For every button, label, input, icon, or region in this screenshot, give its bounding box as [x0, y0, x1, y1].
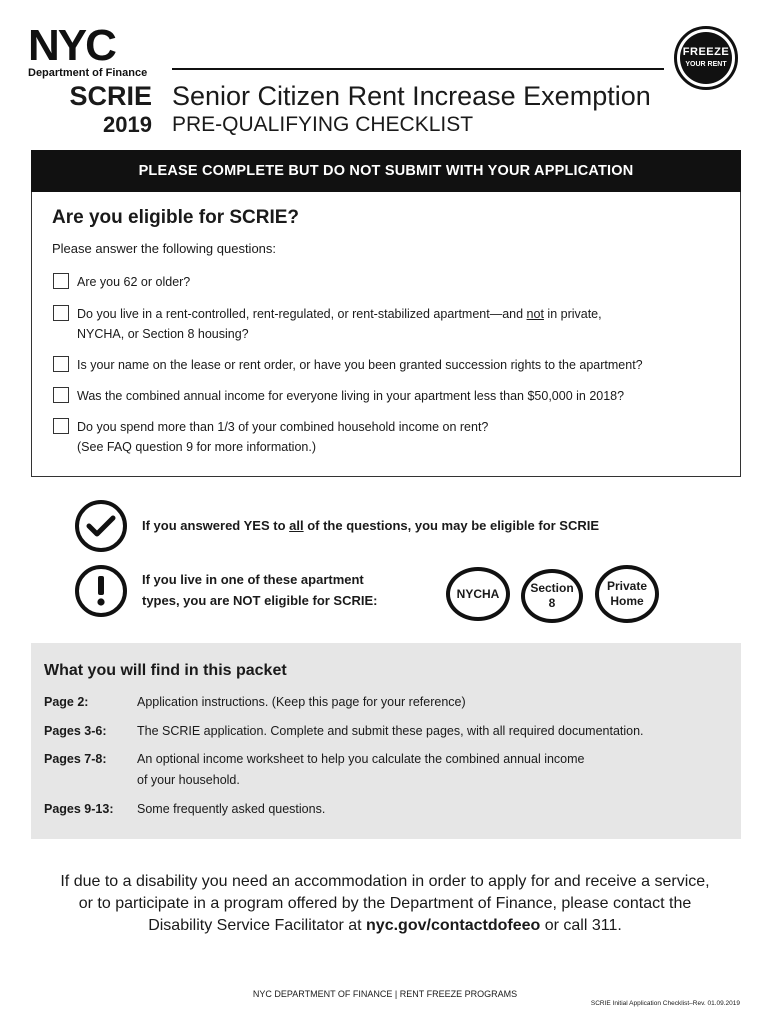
question-apartment-not: not: [526, 307, 544, 321]
eligible-message-post: of the questions, you may be eligible for SCRIE: [303, 518, 600, 533]
checkbox-lease[interactable]: [53, 356, 69, 372]
packet-row-text: An optional income worksheet to help you calculate the combined annual income: [137, 752, 585, 766]
packet-row-text: The SCRIE application. Complete and submit these pages, with all required documentation.: [137, 724, 644, 738]
checkbox-age[interactable]: [53, 273, 69, 289]
question-income: Was the combined annual income for everyone living in your apartment less than $50,000 in 2018?: [77, 389, 625, 403]
not-eligible-line2: types, you are NOT eligible for SCRIE:: [142, 593, 378, 608]
logo-department: Department of Finance: [28, 67, 148, 79]
page-title: Senior Citizen Rent Increase Exemption: [172, 81, 651, 111]
accessibility-notice: [20, 871, 750, 937]
packet-row-label: Pages 3-6:: [44, 724, 107, 738]
program-acronym: SCRIE: [69, 81, 152, 111]
header-divider: [172, 68, 664, 70]
checkbox-apartment-type[interactable]: [53, 305, 69, 321]
packet-row-text: Some frequently asked questions.: [137, 802, 326, 816]
packet-row-label: Pages 7-8:: [44, 752, 107, 766]
eligible-message: [142, 515, 599, 536]
packet-heading: What you will find in this packet: [44, 662, 287, 679]
page-subtitle: PRE-QUALIFYING CHECKLIST: [172, 113, 474, 136]
badge-nycha-label: NYCHA: [456, 586, 500, 601]
contact-link[interactable]: nyc.gov/contactdofeeo: [366, 917, 541, 934]
packet-row-label: Page 2:: [44, 695, 89, 709]
notice-line1: If due to a disability you need an accommodation in order to apply for and receive a service,: [60, 873, 710, 890]
question-apartment-type-line2: NYCHA, or Section 8 housing?: [77, 327, 249, 341]
badge-private-label: Private: [606, 579, 648, 593]
question-age: Are you 62 or older?: [77, 275, 191, 289]
eligible-message-all: all: [289, 518, 304, 533]
checkbox-rent-share[interactable]: [53, 418, 69, 434]
notice-line3-pre: Disability Service Facilitator at: [148, 917, 367, 934]
freeze-your-rent-badge: [674, 26, 738, 90]
question-rent-share-note: (See FAQ question 9 for more information.): [77, 440, 316, 454]
question-lease: Is your name on the lease or rent order, or have you been granted succession rights to the apartment?: [77, 358, 643, 372]
question-rent-share: Do you spend more than 1/3 of your combined household income on rent?: [77, 420, 489, 434]
badge-line1: FREEZE: [682, 45, 730, 58]
packet-row-text: Application instructions. (Keep this page for your reference): [137, 695, 466, 709]
notice-line2: or to participate in a program offered by the Department of Finance, please contact the: [78, 895, 692, 912]
not-eligible-line1: If you live in one of these apartment: [142, 572, 364, 587]
notice-line3-post: or call 311.: [540, 917, 622, 934]
eligibility-intro: Please answer the following questions:: [52, 241, 277, 256]
footer-department: NYC DEPARTMENT OF FINANCE | RENT FREEZE PROGRAMS: [252, 989, 518, 999]
eligible-message-pre: If you answered YES to: [142, 518, 290, 533]
nyc-dof-logo: [28, 21, 154, 79]
footer-form-revision: SCRIE Initial Application Checklist–Rev. 01.09.2019: [590, 1000, 740, 1007]
badge-home-label: Home: [610, 594, 644, 608]
badge-section-number: 8: [548, 596, 556, 610]
notice-line3: [20, 915, 750, 937]
badge-private-home: [595, 565, 659, 623]
badge-section-label: Section: [530, 581, 574, 595]
eligibility-heading: Are you eligible for SCRIE?: [52, 207, 300, 228]
program-year: 2019: [103, 112, 152, 137]
instruction-banner: PLEASE COMPLETE BUT DO NOT SUBMIT WITH YOUR APPLICATION: [31, 150, 741, 192]
exclamation-icon: [75, 565, 127, 617]
logo-mark: NYC: [28, 21, 115, 70]
badge-nycha: [446, 567, 510, 621]
question-apartment-text-a: Do you live in a rent-controlled, rent-regulated, or rent-stabilized apartment—and: [77, 307, 527, 321]
packet-row-label: Pages 9-13:: [44, 802, 114, 816]
packet-row-text-continued: of your household.: [137, 773, 240, 787]
checkbox-income[interactable]: [53, 387, 69, 403]
question-apartment-type: [77, 304, 602, 324]
badge-section-8: [521, 569, 583, 623]
checkmark-icon: [75, 500, 127, 552]
question-apartment-text-b: in private,: [543, 307, 602, 321]
badge-line2: YOUR RENT: [685, 60, 727, 68]
